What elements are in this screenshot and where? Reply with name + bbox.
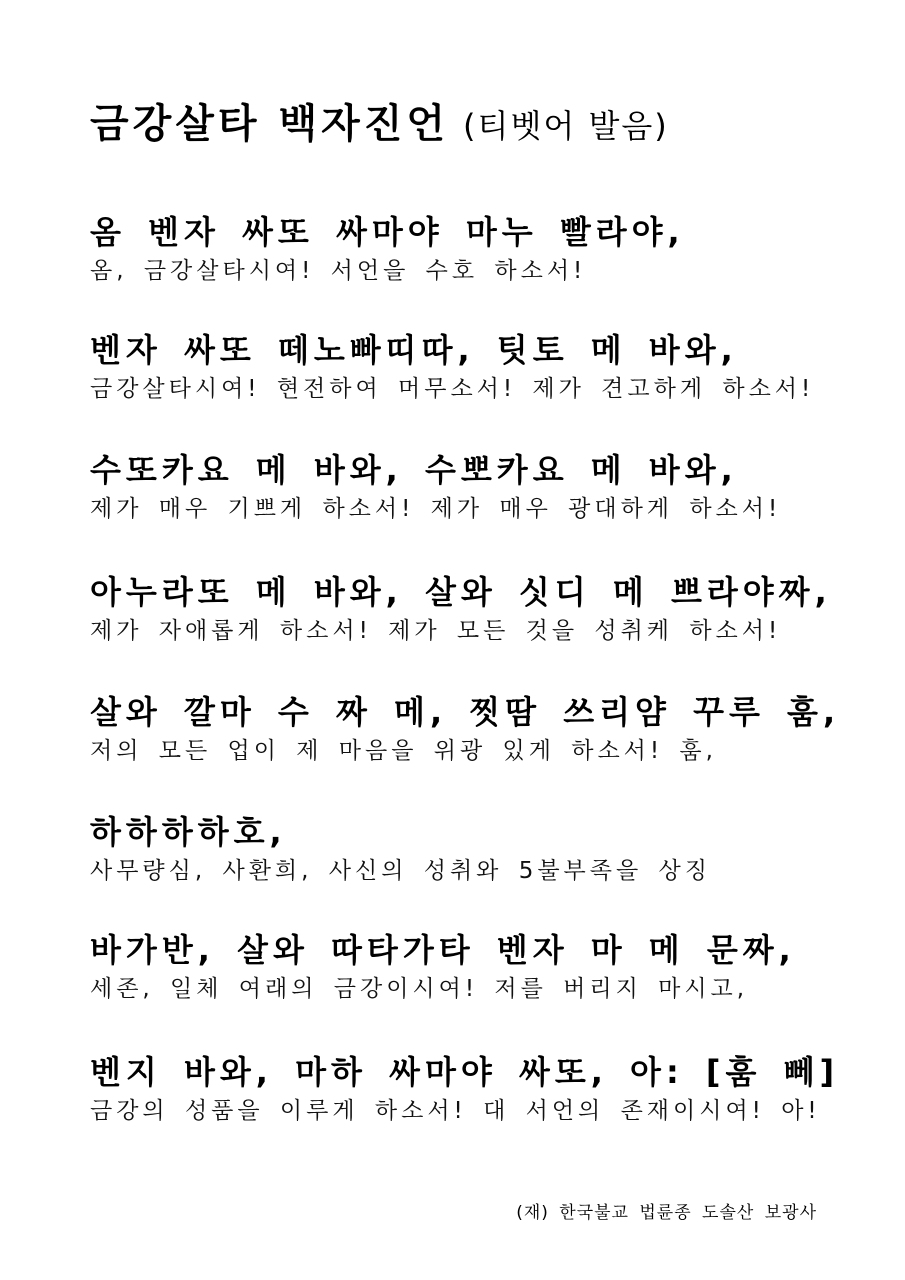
meaning-line: 제가 자애롭게 하소서! 제가 모든 것을 성취케 하소서! [90,618,782,644]
verse-7 [90,930,830,1004]
verse-8 [90,1052,840,1126]
verse-5 [90,692,841,766]
meaning-line: 금강의 성품을 이루게 하소서! 대 서언의 존재이시여! 아! [90,1098,821,1124]
meaning-line: 금강살타시여! 현전하여 머무소서! 제가 견고하게 하소서! [90,376,815,402]
meaning-line: 옴, 금강살타시여! 서언을 수호 하소서! [90,258,587,284]
mantra-line: 하하하하호, [90,813,287,851]
verse-6 [90,812,830,886]
mantra-line: 아누라또 메 바와, 살와 싯디 메 쁘라야짜, [90,573,832,611]
meaning-line: 세존, 일체 여래의 금강이시여! 저를 버리지 마시고, [90,976,749,1002]
mantra-line: 벤자 싸또 떼노빠띠따, 팃토 메 바와, [90,331,738,369]
mantra-line: 살와 깔마 수 짜 메, 찟땀 쓰리얌 꾸루 훔, [90,693,841,731]
mantra-line: 수또카요 메 바와, 수뽀카요 메 바와, [90,451,738,489]
title-subtitle: (티벳어 발음) [463,107,669,145]
verse-4 [90,572,830,646]
mantra-line: 바가반, 살와 따타가타 벤자 마 메 문짜, [90,931,796,969]
mantra-line: 옴 벤자 싸또 싸마야 마누 빨라야, [90,213,685,251]
mantra-line: 벤지 바와, 마하 싸마야 싸또, 아: [훔 뻬] [90,1053,840,1091]
meaning-line: 제가 매우 기쁘게 하소서! 제가 매우 광대하게 하소서! [90,496,782,522]
meaning-line: 저의 모든 업이 제 마음을 위광 있게 하소서! 훔, [90,738,717,764]
verse-1 [90,212,830,286]
page-title [90,92,669,149]
publisher-footer: (재) 한국불교 법륜종 도솔산 보광사 [516,1203,817,1223]
verse-2 [90,330,830,404]
title-main: 금강살타 백자진언 [90,101,450,147]
verse-3 [90,450,830,524]
meaning-line: 사무량심, 사환희, 사신의 성취와 5불부족을 상징 [90,858,711,884]
